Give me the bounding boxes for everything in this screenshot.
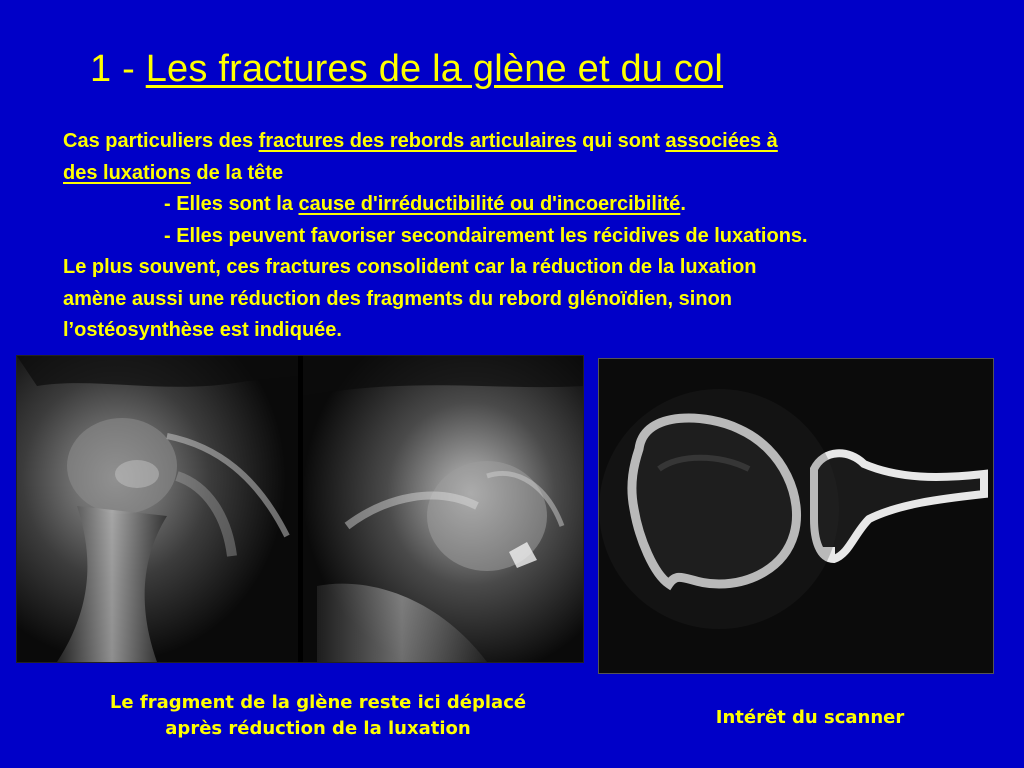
- underlined-term: cause d'irréductibilité ou d'incoercibilité: [298, 193, 681, 215]
- bullet-2: - Elles peuvent favoriser secondairement les récidives de luxations.: [164, 224, 808, 247]
- title-prefix: 1 -: [90, 48, 146, 90]
- caption-xray-line-1: Le fragment de la glène reste ici déplacé: [109, 692, 527, 713]
- body-text-segment: qui sont: [576, 130, 666, 152]
- body-text: [63, 126, 1003, 347]
- ct-scan-image: [598, 358, 994, 674]
- body-text-segment: de la tête: [190, 161, 284, 184]
- caption-ct: Intérêt du scanner: [715, 707, 905, 728]
- slide-title: [90, 48, 723, 91]
- bullet-1: [63, 189, 1003, 221]
- shoulder-xray-image: [16, 355, 584, 663]
- underlined-term: des luxations: [63, 161, 191, 184]
- caption-xray: [30, 690, 606, 742]
- body-text-segment: Cas particuliers des: [63, 130, 259, 152]
- xray-illustration: [17, 356, 583, 662]
- underlined-term: associées à: [665, 130, 778, 152]
- title-main: Les fractures de la glène et du col: [145, 48, 724, 90]
- body-line-2: [63, 158, 1003, 190]
- body-text-segment: .: [680, 193, 686, 215]
- caption-xray-line-2: après réduction de la luxation: [165, 718, 471, 739]
- body-line-5: Le plus souvent, ces fractures consolident car la réduction de la luxation: [63, 256, 757, 278]
- body-line-6: amène aussi une réduction des fragments du rebord glénoïdien, sinon: [63, 287, 733, 310]
- body-line-1: [63, 126, 1003, 158]
- body-text-segment: - Elles sont la: [164, 193, 299, 215]
- ct-illustration: [599, 359, 993, 673]
- underlined-term: fractures des rebords articulaires: [258, 130, 577, 152]
- body-line-7: l’ostéosynthèse est indiquée.: [63, 319, 342, 341]
